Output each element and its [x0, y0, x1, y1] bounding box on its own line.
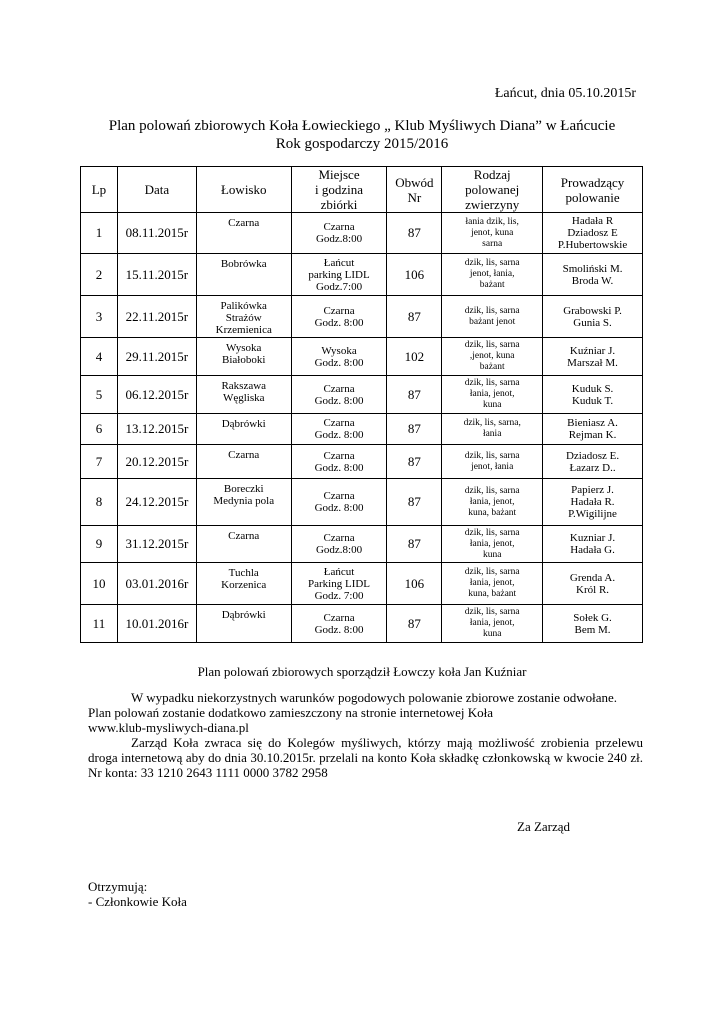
- cell-line: ,jenot, kuna: [469, 351, 515, 361]
- cell-line: Hadała G.: [570, 544, 615, 556]
- cell-line: Czarna: [323, 382, 355, 395]
- cell-line: Godz. 8:00: [314, 356, 364, 369]
- cell-date: 31.12.2015r: [117, 526, 196, 563]
- cell-line: Kuduk S.: [571, 382, 614, 395]
- cell-district-number: 87: [387, 526, 442, 563]
- cell-line: Czarna: [323, 221, 355, 233]
- cell-line: jenot, łania,: [469, 269, 515, 279]
- cell-line: Czarna: [323, 490, 355, 502]
- cell-line: Wysoka: [321, 344, 357, 357]
- cell-meeting-place: [291, 296, 387, 338]
- cell-meeting-place: [291, 445, 387, 479]
- table-row: [81, 526, 643, 563]
- cell-line: Godz. 8:00: [314, 394, 364, 407]
- cell-line: Godz.7:00: [315, 280, 363, 293]
- cell-line: kuna, bażant: [468, 507, 517, 518]
- table-row: [81, 338, 643, 376]
- cell-line: Prowadzący: [560, 174, 625, 190]
- cell-hunting-ground: [196, 254, 291, 296]
- cell-line: Godz. 8:00: [314, 316, 364, 329]
- cell-line: Czarna: [228, 530, 260, 542]
- cell-hunting-ground: [196, 338, 291, 376]
- table-row: [81, 376, 643, 414]
- cell-line: Wysoka: [226, 342, 262, 354]
- cell-line: Czarna: [323, 611, 355, 624]
- cell-line: Rakszawa: [221, 380, 267, 392]
- table-header-row: [81, 167, 643, 213]
- cell-hunt-leader: [543, 445, 643, 479]
- cell-line: Białoboki: [222, 354, 266, 366]
- cell-line: Hadała R.: [570, 496, 615, 508]
- cell-line: Czarna: [323, 304, 355, 317]
- cell-game-type: [442, 605, 543, 643]
- cell-line: Łazarz D..: [569, 461, 616, 474]
- cell-hunting-ground: [196, 414, 291, 445]
- cell-line: Nr: [407, 189, 422, 205]
- cell-line: parking LIDL: [308, 268, 370, 281]
- cell-line: Łańcut: [323, 565, 355, 578]
- table-row: [81, 605, 643, 643]
- cell-hunt-leader: [543, 605, 643, 643]
- cell-line: Bem M.: [574, 623, 611, 636]
- cell-district-number: 87: [387, 376, 442, 414]
- cell-meeting-place: [291, 338, 387, 376]
- cell-hunt-leader: [543, 414, 643, 445]
- cell-line: Hadała R: [571, 215, 614, 227]
- cell-line: Dziadosz E.: [565, 449, 620, 462]
- cell-line: Smoliński M.: [562, 262, 623, 275]
- cell-game-type: [442, 376, 543, 414]
- cell-line: Rodzaj: [473, 167, 511, 182]
- cell-line: Król R.: [576, 583, 610, 596]
- table-row: [81, 254, 643, 296]
- cell-line: P.Hubertowskie: [557, 239, 628, 251]
- cell-hunting-ground: [196, 526, 291, 563]
- table-row: [81, 445, 643, 479]
- cell-line: Dziadosz E: [567, 227, 618, 239]
- cell-line: Węgliska: [222, 392, 265, 404]
- cell-line: Data: [144, 182, 170, 197]
- cell-line: Broda W.: [571, 274, 614, 287]
- cell-line: sarna: [482, 238, 503, 249]
- cell-line: jenot, łania: [471, 461, 514, 472]
- header-lowisko: [196, 167, 291, 213]
- cell-line: Lp: [91, 182, 107, 197]
- cell-meeting-place: [291, 479, 387, 526]
- cell-line: Parking LIDL: [308, 577, 371, 590]
- cell-line: Grenda A.: [569, 571, 616, 584]
- cell-meeting-place: [291, 213, 387, 254]
- cell-line: zwierzyny: [465, 197, 520, 212]
- cell-lp: 1: [81, 213, 118, 254]
- cell-line: dzik, lis, sarna: [464, 305, 520, 316]
- cell-line: Boreczki: [223, 483, 264, 495]
- cell-line: dzik, lis, sarna: [464, 378, 520, 388]
- cell-line: łania, jenot,: [469, 496, 515, 507]
- cell-game-type: [442, 526, 543, 563]
- cell-district-number: 87: [387, 414, 442, 445]
- cell-district-number: 87: [387, 213, 442, 254]
- cell-hunting-ground: [196, 296, 291, 338]
- cell-line: kuna: [482, 629, 502, 639]
- cell-game-type: [442, 414, 543, 445]
- cell-line: łania: [482, 429, 502, 439]
- cell-meeting-place: [291, 414, 387, 445]
- cell-meeting-place: [291, 526, 387, 563]
- document-date: Łańcut, dnia 05.10.2015r: [494, 86, 636, 101]
- cell-game-type: [442, 254, 543, 296]
- cell-lp: 10: [81, 563, 118, 605]
- recipients-item: - Członkowie Koła: [88, 894, 187, 909]
- cell-date: 03.01.2016r: [117, 563, 196, 605]
- cell-line: Rejman K.: [568, 429, 617, 441]
- cell-line: dzik, lis, sarna,: [463, 418, 521, 428]
- hunt-schedule-table: [80, 166, 643, 643]
- cell-line: dzik, lis, sarna: [464, 450, 520, 461]
- cell-line: Godz. 8:00: [314, 429, 364, 441]
- cell-line: Dąbrówki: [221, 609, 266, 621]
- cell-hunting-ground: [196, 213, 291, 254]
- cell-line: Strażów: [225, 312, 262, 324]
- cell-hunting-ground: [196, 563, 291, 605]
- cell-lp: 8: [81, 479, 118, 526]
- cell-date: 29.11.2015r: [117, 338, 196, 376]
- cell-line: zbiórki: [320, 197, 358, 212]
- cell-line: łania, jenot,: [469, 538, 515, 549]
- header-obwod: [387, 167, 442, 213]
- cell-hunt-leader: [543, 563, 643, 605]
- cell-line: Czarna: [228, 449, 260, 461]
- cell-lp: 6: [81, 414, 118, 445]
- cell-line: Krzemienica: [215, 324, 272, 336]
- cell-lp: 4: [81, 338, 118, 376]
- cell-hunt-leader: [543, 526, 643, 563]
- cell-line: łania dzik, lis,: [465, 216, 519, 227]
- cell-date: 24.12.2015r: [117, 479, 196, 526]
- cell-line: dzik, lis, sarna: [464, 485, 520, 496]
- cell-line: Czarna: [323, 449, 355, 462]
- notice-block: [88, 690, 643, 780]
- cell-lp: 2: [81, 254, 118, 296]
- cell-line: dzik, lis, sarna: [464, 258, 520, 268]
- cell-line: Godz. 8:00: [314, 461, 364, 474]
- cell-hunting-ground: [196, 376, 291, 414]
- cell-line: Medynia pola: [213, 495, 275, 507]
- cell-hunt-leader: [543, 338, 643, 376]
- header-lp: [81, 167, 118, 213]
- cell-line: Czarna: [228, 217, 260, 229]
- cell-date: 15.11.2015r: [117, 254, 196, 296]
- cell-line: kuna, bażant: [468, 589, 517, 599]
- cell-line: Grabowski P.: [563, 304, 622, 317]
- cell-date: 22.11.2015r: [117, 296, 196, 338]
- cell-line: Bieniasz A.: [567, 417, 618, 429]
- cell-line: Palikówka: [220, 300, 267, 312]
- cell-line: i godzina: [315, 182, 364, 197]
- cell-line: Marszał M.: [567, 356, 618, 369]
- cell-line: Godz. 7:00: [314, 589, 364, 602]
- membership-fee-notice: Zarząd Koła zwraca się do Kolegów myśliwych, którzy mają możliwość zrobienia przelewu droga internetową aby do dnia 30.10.2015r. przelali na konto Koła składkę członkowską w kwocie 240 zł. Nr konta: 33 1210 2643 1111 0000 3782 2958: [88, 735, 643, 780]
- website-url: www.klub-mysliwych-diana.pl: [88, 720, 249, 735]
- recipients-label: Otrzymują:: [88, 879, 148, 894]
- cell-line: Łowisko: [220, 182, 267, 197]
- header-miejsce: [291, 167, 387, 213]
- header-rodzaj: [442, 167, 543, 213]
- document-title: [0, 117, 724, 153]
- cell-hunting-ground: [196, 479, 291, 526]
- cell-hunting-ground: [196, 605, 291, 643]
- header-data: [117, 167, 196, 213]
- header-prowadzacy: [543, 167, 643, 213]
- cell-date: 10.01.2016r: [117, 605, 196, 643]
- cell-date: 08.11.2015r: [117, 213, 196, 254]
- cell-meeting-place: [291, 254, 387, 296]
- table-row: [81, 563, 643, 605]
- cell-game-type: [442, 445, 543, 479]
- cell-hunt-leader: [543, 213, 643, 254]
- cell-line: bażant jenot: [469, 316, 516, 327]
- website-notice: Plan polowań zostanie dodatkowo zamieszczony na stronie internetowej Koła: [88, 705, 494, 720]
- cell-line: Kuźniar J.: [569, 344, 616, 357]
- cell-line: polowanej: [465, 182, 520, 197]
- weather-notice: W wypadku niekorzystnych warunków pogodowych polowanie zbiorowe zostanie odwołane.: [131, 690, 618, 705]
- cell-meeting-place: [291, 376, 387, 414]
- table-body: [81, 213, 643, 643]
- board-signature: Za Zarząd: [517, 819, 571, 834]
- cell-line: Bobrówka: [220, 258, 267, 270]
- prepared-by-line: Plan polowań zbiorowych sporządził Łowczy koła Jan Kuźniar: [197, 664, 527, 679]
- cell-line: Miejsce: [318, 167, 360, 182]
- cell-line: dzik, lis, sarna: [464, 567, 520, 577]
- table-row: [81, 213, 643, 254]
- cell-line: kuna: [482, 400, 502, 410]
- table-row: [81, 479, 643, 526]
- cell-line: łania, jenot,: [469, 578, 515, 588]
- cell-line: dzik, lis, sarna: [464, 527, 520, 538]
- cell-hunting-ground: [196, 445, 291, 479]
- cell-district-number: 87: [387, 445, 442, 479]
- cell-line: kuna: [482, 549, 502, 560]
- cell-line: Sołek G.: [573, 611, 612, 624]
- cell-line: Korzenica: [221, 579, 267, 591]
- cell-line: Papierz J.: [571, 484, 614, 496]
- cell-line: P.Wigilijne: [568, 508, 617, 520]
- cell-line: Czarna: [323, 532, 355, 544]
- title-line-2: Rok gospodarczy 2015/2016: [275, 136, 449, 152]
- cell-meeting-place: [291, 605, 387, 643]
- cell-district-number: 106: [387, 563, 442, 605]
- cell-line: Godz.8:00: [315, 544, 363, 556]
- cell-line: Gunia S.: [573, 316, 612, 329]
- cell-lp: 5: [81, 376, 118, 414]
- cell-line: Łańcut: [323, 256, 355, 269]
- cell-line: Obwód: [395, 174, 434, 190]
- cell-line: Godz.8:00: [315, 233, 363, 245]
- cell-line: Dąbrówki: [221, 418, 266, 430]
- recipients-block: [88, 879, 187, 909]
- cell-district-number: 106: [387, 254, 442, 296]
- cell-line: bażant: [479, 280, 505, 290]
- cell-date: 06.12.2015r: [117, 376, 196, 414]
- cell-line: jenot, kuna: [471, 227, 514, 238]
- cell-line: łania, jenot,: [469, 618, 515, 628]
- cell-district-number: 87: [387, 605, 442, 643]
- cell-game-type: [442, 296, 543, 338]
- table-row: [81, 296, 643, 338]
- cell-line: Godz. 8:00: [314, 623, 364, 636]
- cell-hunt-leader: [543, 254, 643, 296]
- cell-line: polowanie: [565, 189, 620, 205]
- cell-lp: 3: [81, 296, 118, 338]
- cell-line: Czarna: [323, 417, 355, 429]
- cell-game-type: [442, 563, 543, 605]
- cell-district-number: 102: [387, 338, 442, 376]
- cell-game-type: [442, 213, 543, 254]
- cell-hunt-leader: [543, 296, 643, 338]
- cell-hunt-leader: [543, 479, 643, 526]
- cell-line: dzik, lis, sarna: [464, 340, 520, 350]
- cell-hunt-leader: [543, 376, 643, 414]
- cell-line: Godz. 8:00: [314, 502, 364, 514]
- cell-meeting-place: [291, 563, 387, 605]
- cell-lp: 11: [81, 605, 118, 643]
- cell-line: łania, jenot,: [469, 389, 515, 399]
- cell-lp: 7: [81, 445, 118, 479]
- cell-district-number: 87: [387, 479, 442, 526]
- cell-line: Tuchla: [228, 567, 259, 579]
- cell-line: Kuzniar J.: [569, 532, 616, 544]
- table-row: [81, 414, 643, 445]
- cell-district-number: 87: [387, 296, 442, 338]
- cell-line: dzik, lis, sarna: [464, 607, 520, 617]
- cell-lp: 9: [81, 526, 118, 563]
- cell-line: Kuduk T.: [571, 394, 614, 407]
- title-line-1: Plan polowań zbiorowych Koła Łowieckiego „ Klub Myśliwych Diana” w Łańcucie: [108, 118, 616, 134]
- cell-line: bażant: [479, 362, 505, 372]
- cell-date: 13.12.2015r: [117, 414, 196, 445]
- cell-date: 20.12.2015r: [117, 445, 196, 479]
- cell-game-type: [442, 338, 543, 376]
- cell-game-type: [442, 479, 543, 526]
